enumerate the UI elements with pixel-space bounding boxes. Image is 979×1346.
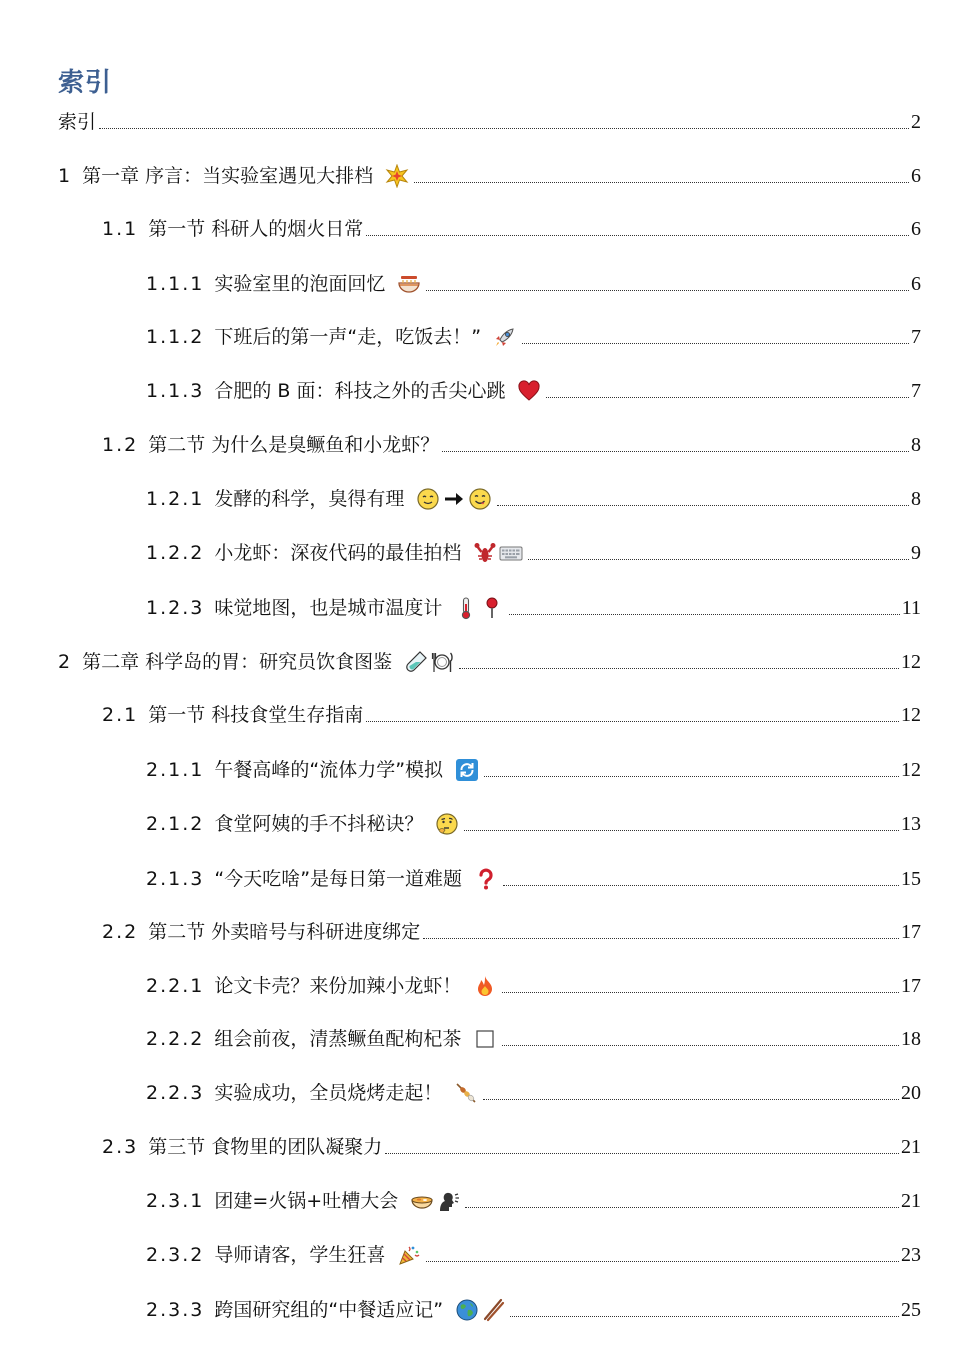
toc-entry-page-number: 6 xyxy=(911,218,921,240)
toc-entry-number: 1.1.2 xyxy=(146,326,205,348)
toc-entry[interactable] xyxy=(146,1079,921,1107)
toc-entry-title: 小龙虾：深夜代码的最佳拍档 xyxy=(214,542,462,564)
toc-entry-number: 1.1 xyxy=(102,218,139,240)
toc-entry-title: 食堂阿姨的手不抖秘诀？ xyxy=(214,813,424,835)
dot-leader xyxy=(464,830,899,831)
noodle-bowl-icon xyxy=(397,272,421,296)
toc-entry-emoji xyxy=(473,972,499,1000)
toc-entry-title: 导师请客，学生狂喜 xyxy=(214,1244,386,1266)
toc-entry-number: 2.1.3 xyxy=(146,868,205,890)
toc-entry-emoji xyxy=(385,162,411,190)
dot-leader xyxy=(442,451,909,452)
dot-leader xyxy=(426,290,909,291)
right-arrow-icon xyxy=(442,487,466,511)
heart-icon xyxy=(517,379,541,403)
toc-entry-title: 实验室里的泡面回忆 xyxy=(214,273,386,295)
toc-entry-title: 第一节 科技食堂生存指南 xyxy=(148,704,364,726)
pushpin-icon xyxy=(480,596,504,620)
toc-entry[interactable] xyxy=(102,1133,921,1161)
skewer-icon xyxy=(454,1081,478,1105)
test-tube-icon xyxy=(404,650,428,674)
speaking-head-icon xyxy=(436,1189,460,1213)
toc-entry-emoji xyxy=(454,1079,480,1107)
toc-entry-number: 1.2.3 xyxy=(146,597,205,619)
dot-leader xyxy=(366,721,899,722)
dot-leader xyxy=(423,938,899,939)
sparkle-burst-icon xyxy=(385,164,409,188)
toc-entry-page-number: 11 xyxy=(901,597,921,619)
toc-entry[interactable] xyxy=(146,323,921,351)
question-mark-icon xyxy=(474,867,498,891)
rocket-icon xyxy=(493,325,517,349)
toc-entry-title: 组会前夜，清蒸鳜鱼配枸杞茶 xyxy=(214,1028,462,1050)
toc-entry[interactable] xyxy=(146,1187,921,1215)
toc-entry-number: 2.3 xyxy=(102,1136,139,1158)
toc-entry-title: 下班后的第一声“走，吃饭去！” xyxy=(214,326,482,348)
dot-leader xyxy=(484,776,899,777)
party-popper-icon xyxy=(397,1243,421,1267)
toc-entry-page-number: 17 xyxy=(901,975,921,997)
toc-entry[interactable] xyxy=(102,701,921,729)
toc-entry[interactable] xyxy=(146,865,921,893)
toc-entry-title: 索引 xyxy=(58,111,97,133)
toc-entry-emoji xyxy=(410,1187,462,1215)
toc-entry-number: 2.2.1 xyxy=(146,975,205,997)
dot-leader xyxy=(99,128,909,129)
toc-entry-title: 第二章 科学岛的胃：研究员饮食图鉴 xyxy=(82,651,393,673)
toc-entry-page-number: 21 xyxy=(901,1190,921,1212)
toc-entry-emoji xyxy=(404,648,456,676)
toc-entry-title: 午餐高峰的“流体力学”模拟 xyxy=(214,759,444,781)
toc-entry-title: 第二节 外卖暗号与科研进度绑定 xyxy=(148,921,421,943)
toc-entry-emoji xyxy=(474,865,500,893)
keyboard-icon xyxy=(499,541,523,565)
toc-entry[interactable] xyxy=(146,1241,921,1269)
relieved-face-icon xyxy=(416,487,440,511)
toc-entry-title: 第一章 序言：当实验室遇见大排档 xyxy=(82,165,374,187)
dot-leader xyxy=(509,614,899,615)
toc-entry-number: 2.1.1 xyxy=(146,759,205,781)
toc-entry-page-number: 15 xyxy=(901,868,921,890)
toc-entry[interactable] xyxy=(102,431,921,459)
toc-entry-page-number: 25 xyxy=(901,1299,921,1321)
dot-leader xyxy=(483,1099,899,1100)
toc-entry-emoji xyxy=(473,539,525,567)
toc-entry-page-number: 12 xyxy=(901,651,921,673)
toc-entry-emoji xyxy=(473,1025,499,1053)
toc-entry-number: 2 xyxy=(58,651,73,673)
yum-face-icon xyxy=(468,487,492,511)
toc-entry-title: 味觉地图，也是城市温度计 xyxy=(214,597,443,619)
plate-cutlery-icon xyxy=(430,650,454,674)
toc-entry-page-number: 20 xyxy=(901,1082,921,1104)
lobster-icon xyxy=(473,541,497,565)
toc-entry-title: 跨国研究组的“中餐适应记” xyxy=(214,1299,444,1321)
toc-entry-number: 1.2.2 xyxy=(146,542,205,564)
toc-entry-title: 实验成功，全员烧烤走起！ xyxy=(214,1082,443,1104)
toc-entry[interactable] xyxy=(102,215,921,243)
toc-entry-emoji xyxy=(416,485,494,513)
globe-icon xyxy=(455,1298,479,1322)
toc-entry[interactable] xyxy=(58,648,921,676)
toc-entry-page-number: 8 xyxy=(911,488,921,510)
toc-entry[interactable] xyxy=(146,756,921,784)
toc-entry-page-number: 18 xyxy=(901,1028,921,1050)
toc-entry-emoji xyxy=(517,377,543,405)
toc-entry-emoji xyxy=(493,323,519,351)
dot-leader xyxy=(502,992,899,993)
toc-entry[interactable] xyxy=(146,485,921,513)
toc-entry-number: 1.1.1 xyxy=(146,273,205,295)
toc-entry[interactable] xyxy=(146,810,921,838)
dot-leader xyxy=(414,182,909,183)
toc-entry[interactable] xyxy=(146,1025,921,1053)
toc-entry-page-number: 6 xyxy=(911,165,921,187)
toc-entry-number: 1.1.3 xyxy=(146,380,205,402)
toc-entry-number: 2.3.1 xyxy=(146,1190,205,1212)
refresh-arrows-icon xyxy=(455,758,479,782)
dot-leader xyxy=(546,397,909,398)
toc-entry[interactable] xyxy=(146,1296,921,1324)
toc-entry-number: 2.2.2 xyxy=(146,1028,205,1050)
toc-entry[interactable] xyxy=(146,377,921,405)
toc-entry[interactable] xyxy=(58,162,921,190)
toc-entry-page-number: 12 xyxy=(901,704,921,726)
toc-entry-title: 第一节 科研人的烟火日常 xyxy=(148,218,364,240)
toc-entry-page-number: 7 xyxy=(911,326,921,348)
toc-entry-page-number: 9 xyxy=(911,542,921,564)
toc-entry-number: 2.2 xyxy=(102,921,139,943)
toc-entry-emoji xyxy=(435,810,461,838)
dot-leader xyxy=(366,235,909,236)
toc-entry-title: 论文卡壳？来份加辣小龙虾！ xyxy=(214,975,462,997)
toc-entry-page-number: 23 xyxy=(901,1244,921,1266)
thermometer-icon xyxy=(454,596,478,620)
toc-entry-number: 1.2.1 xyxy=(146,488,205,510)
toc-entry-page-number: 8 xyxy=(911,434,921,456)
toc-entry-title: 第三节 食物里的团队凝聚力 xyxy=(148,1136,383,1158)
toc-entry-number: 1 xyxy=(58,165,73,187)
toc-entry-page-number: 6 xyxy=(911,273,921,295)
toc-entry[interactable] xyxy=(146,539,921,567)
toc-entry[interactable] xyxy=(58,108,921,136)
toc-entry-number: 2.1 xyxy=(102,704,139,726)
fire-icon xyxy=(473,974,497,998)
dot-leader xyxy=(522,343,909,344)
toc-entry-number: 2.3.2 xyxy=(146,1244,205,1266)
dot-leader xyxy=(503,885,899,886)
toc-entry-emoji xyxy=(397,1241,423,1269)
toc-entry-page-number: 7 xyxy=(911,380,921,402)
dot-leader xyxy=(510,1316,899,1317)
toc-entry-title: “今天吃啥”是每日第一道难题 xyxy=(214,868,463,890)
toc-entry[interactable] xyxy=(146,594,921,622)
toc-entry[interactable] xyxy=(146,972,921,1000)
toc-entry-title: 合肥的 B 面：科技之外的舌尖心跳 xyxy=(214,380,506,402)
toc-entry-number: 2.3.3 xyxy=(146,1299,205,1321)
toc-entry-title: 发酵的科学，臭得有理 xyxy=(214,488,405,510)
dot-leader xyxy=(426,1261,899,1262)
dot-leader xyxy=(465,1207,899,1208)
dot-leader xyxy=(502,1045,899,1046)
missing-glyph-box-icon xyxy=(473,1027,497,1051)
toc-entry-number: 2.2.3 xyxy=(146,1082,205,1104)
toc-entry-emoji xyxy=(455,1296,507,1324)
chopsticks-icon xyxy=(481,1298,505,1322)
toc-entry[interactable] xyxy=(146,270,921,298)
dot-leader xyxy=(497,505,909,506)
toc-entry-emoji xyxy=(397,270,423,298)
toc-entry-title: 团建=火锅+吐槽大会 xyxy=(214,1190,399,1212)
toc-entry-page-number: 13 xyxy=(901,813,921,835)
toc-entry-emoji xyxy=(454,594,506,622)
toc-entry-page-number: 21 xyxy=(901,1136,921,1158)
dot-leader xyxy=(385,1153,899,1154)
toc-entry-page-number: 12 xyxy=(901,759,921,781)
toc-entry-number: 2.1.2 xyxy=(146,813,205,835)
toc-entry[interactable] xyxy=(102,918,921,946)
toc-entry-page-number: 17 xyxy=(901,921,921,943)
dot-leader xyxy=(528,559,909,560)
toc-entry-page-number: 2 xyxy=(911,111,921,133)
toc-entry-number: 1.2 xyxy=(102,434,139,456)
hotpot-icon xyxy=(410,1189,434,1213)
toc-entry-title: 第二节 为什么是臭鳜鱼和小龙虾？ xyxy=(148,434,440,456)
page-title: 索引 xyxy=(58,68,113,98)
toc-entry-emoji xyxy=(455,756,481,784)
thinking-face-icon xyxy=(435,812,459,836)
dot-leader xyxy=(459,668,899,669)
